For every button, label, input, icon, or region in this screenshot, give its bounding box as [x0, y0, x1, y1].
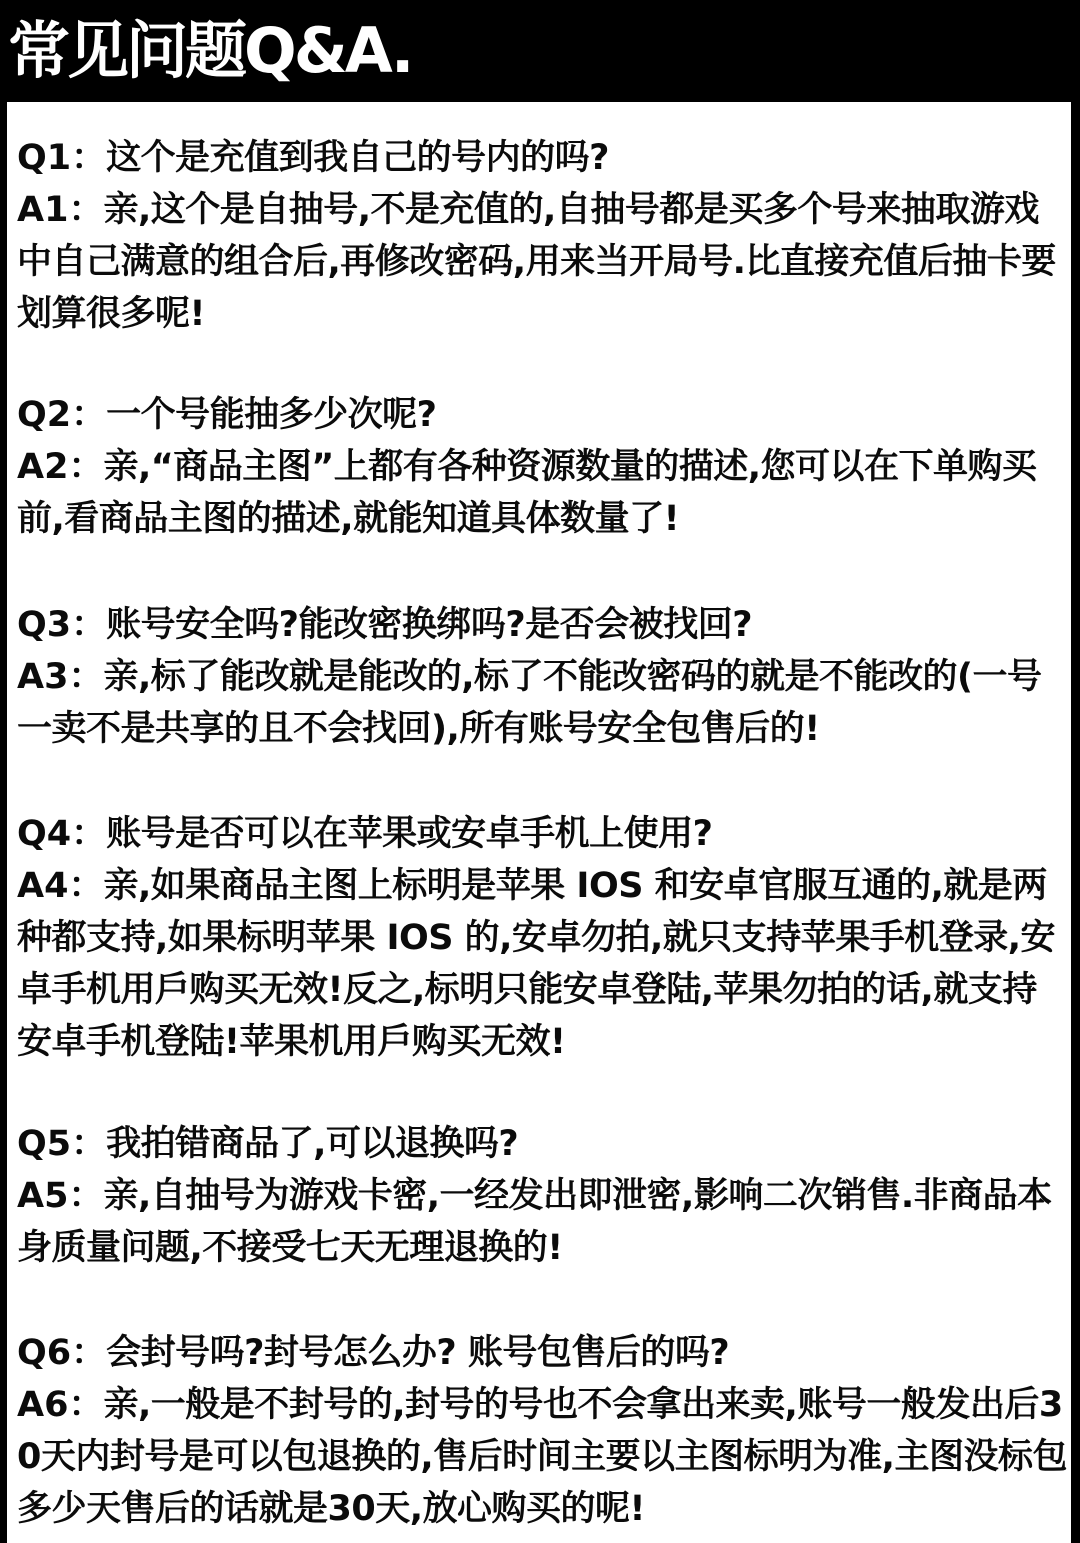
faq-question [17, 808, 1067, 860]
question-label: Q6： [17, 1333, 107, 1373]
answer-label: A3： [17, 657, 104, 697]
faq-answer [17, 1379, 1067, 1535]
faq-answer [17, 860, 1067, 1068]
question-text: 账号是否可以在苹果或安卓手机上使用? [106, 814, 713, 854]
faq-question [17, 132, 1067, 184]
faq-question [17, 1118, 1067, 1170]
question-text: 一个号能抽多少次呢? [106, 395, 437, 435]
faq-item-6 [17, 1327, 1067, 1535]
faq-question [17, 599, 1067, 651]
answer-label: A1： [17, 190, 104, 230]
question-text: 我拍错商品了,可以退换吗? [106, 1124, 519, 1164]
faq-answer [17, 184, 1067, 340]
question-text: 账号安全吗?能改密换绑吗?是否会被找回? [106, 605, 753, 645]
faq-item-4 [17, 808, 1067, 1068]
page-title: 常见问题Q&A. [8, 14, 412, 87]
faq-item-3 [17, 599, 1067, 755]
faq-answer [17, 1170, 1067, 1274]
answer-text: 亲,一般是不封号的,封号的号也不会拿出来卖,账号一般发出后30天内封号是可以包退换的,售后时间主要以主图标明为准,主图没标包多少天售后的话就是30天,放心购买的呢! [17, 1385, 1067, 1529]
faq-item-1 [17, 132, 1067, 340]
faq-item-5 [17, 1118, 1067, 1274]
answer-text: 亲,标了能改就是能改的,标了不能改密码的就是不能改的(一号一卖不是共享的且不会找回),所有账号安全包售后的! [17, 657, 1042, 749]
answer-text: 亲,自抽号为游戏卡密,一经发出即泄密,影响二次销售.非商品本身质量问题,不接受七天无理退换的! [17, 1176, 1052, 1268]
faq-item-2 [17, 389, 1067, 545]
header-bar [0, 0, 1080, 102]
question-text: 会封号吗?封号怎么办? 账号包售后的吗? [106, 1333, 730, 1373]
faq-answer [17, 651, 1067, 755]
answer-label: A6： [17, 1385, 104, 1425]
faq-question [17, 1327, 1067, 1379]
question-label: Q1： [17, 138, 107, 178]
answer-text: 亲,“商品主图”上都有各种资源数量的描述,您可以在下单购买前,看商品主图的描述,就能知道具体数量了! [17, 447, 1037, 539]
question-label: Q5： [17, 1124, 107, 1164]
question-label: Q4： [17, 814, 107, 854]
answer-label: A5： [17, 1176, 104, 1216]
answer-label: A4： [17, 866, 104, 906]
faq-answer [17, 441, 1067, 545]
answer-label: A2： [17, 447, 104, 487]
answer-text: 亲,这个是自抽号,不是充值的,自抽号都是买多个号来抽取游戏中自己满意的组合后,再修改密码,用来当开局号.比直接充值后抽卡要划算很多呢! [17, 190, 1056, 334]
answer-text: 亲,如果商品主图上标明是苹果 IOS 和安卓官服互通的,就是两种都支持,如果标明苹果 IOS 的,安卓勿拍,就只支持苹果手机登录,安卓手机用戶购买无效!反之,标明只能安卓登陆,苹果勿拍的话,就支持安卓手机登陆!苹果机用戶购买无效! [17, 866, 1056, 1062]
faq-panel [7, 102, 1071, 1543]
question-label: Q3： [17, 605, 107, 645]
faq-question [17, 389, 1067, 441]
question-label: Q2： [17, 395, 107, 435]
question-text: 这个是充值到我自己的号内的吗? [106, 138, 609, 178]
